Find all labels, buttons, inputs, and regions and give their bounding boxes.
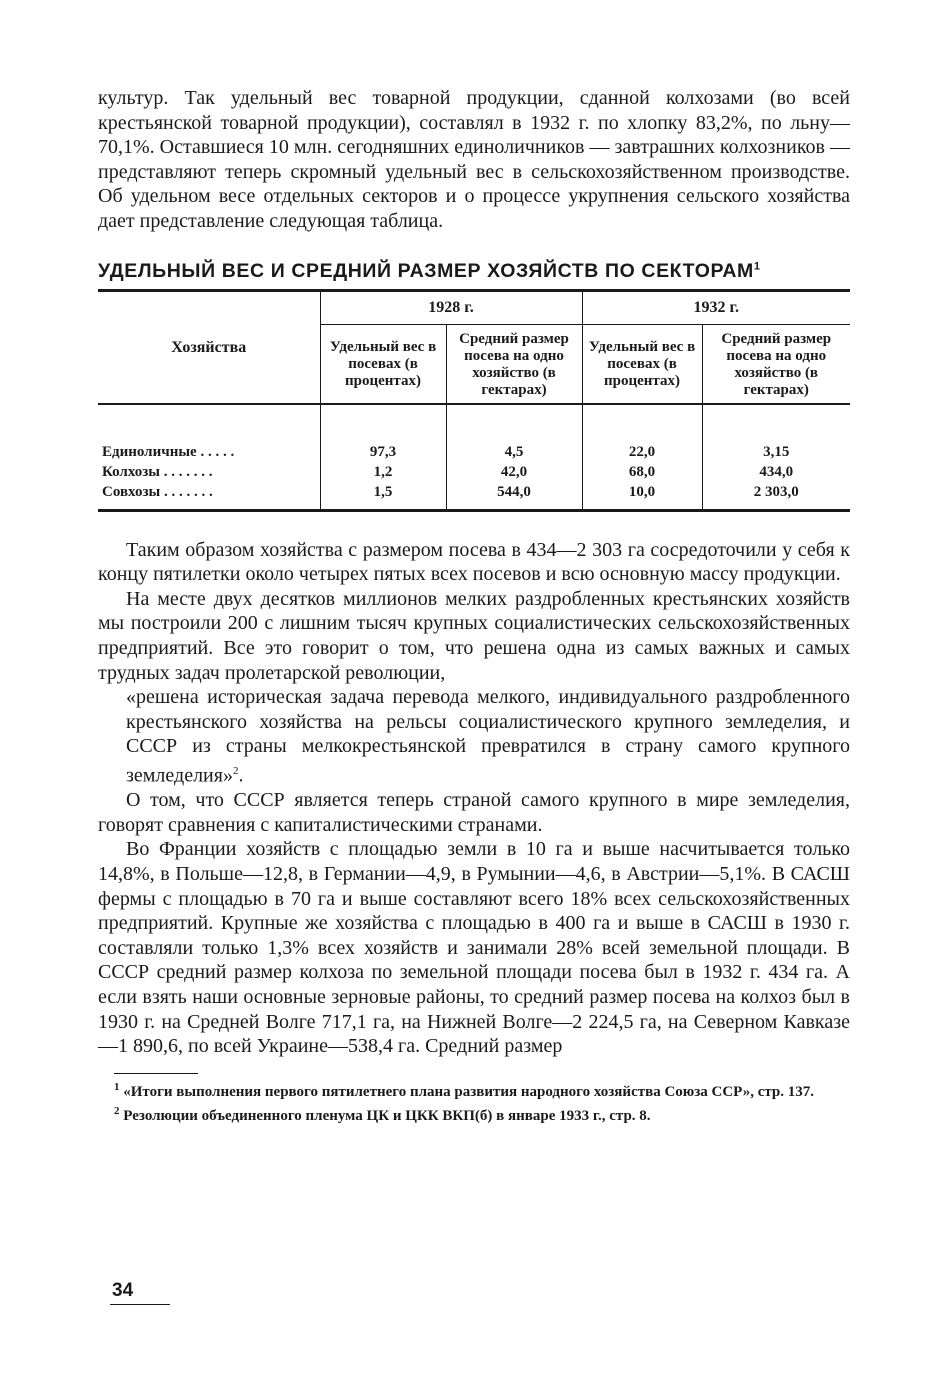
cell-share-1928: 1,2 xyxy=(320,463,446,483)
row-name: Единоличные . . . . . xyxy=(102,444,235,461)
cell-share-1932: 22,0 xyxy=(582,443,702,463)
header-size-1928: Средний размер посева на одно хозяйство (в гектарах) xyxy=(446,324,582,404)
cell-size-1928: 42,0 xyxy=(446,463,582,483)
table-row xyxy=(98,443,850,463)
header-share-1928: Удельный вес в посевах (в процентах) xyxy=(320,324,446,404)
footnote-2 xyxy=(98,1102,850,1126)
footnote-2-mark: 2 xyxy=(114,1104,120,1117)
header-farms: Хозяйства xyxy=(98,292,320,404)
quotation-text: «решена историческая задача перевода мелкого, индивидуального раздробленного крестьянского хозяйства на рельсы социалистического крупного земледелия, и СССР из страны мелкокрестьянской превратился в страну самого крупного земледелия» xyxy=(126,686,850,787)
header-year-1932: 1932 г. xyxy=(582,292,850,325)
book-page xyxy=(98,86,850,1126)
paragraph-3: На месте двух десятков миллионов мелких раздробленных крестьянских хозяйств мы построили 200 с лишним тысяч крупных социалистических сельскохозяйственных предприятий. Все это говорит о том, что решена одна из самых важных и самых трудных задач пролетарской революции, xyxy=(98,587,850,684)
table-row xyxy=(98,463,850,483)
table-title-text: УДЕЛЬНЫЙ ВЕС И СРЕДНИЙ РАЗМЕР ХОЗЯЙСТВ ПО СЕКТОРАМ xyxy=(98,259,754,282)
header-share-1932: Удельный вес в посевах (в процентах) xyxy=(582,324,702,404)
footnotes xyxy=(98,1073,850,1126)
footnote-1 xyxy=(98,1078,850,1102)
paragraph-5: Во Франции хозяйств с площадью земли в 10 га и выше насчитывается только 14,8%, в Польше—12,8, в Германии—4,9, в Румынии—4,6, в Австрии—5,1%. В САСШ фермы с площадью в 70 га и выше составляют всего 18% всех сельскохозяйственных предприятий. Крупные же хозяйства с площадью в 400 га и выше в САСШ в 1930 г. составляли только 1,3% всех хозяйств и занимали 28% всей земельной площади. В СССР средний размер колхоза по земельной площади посева был в 1932 г. 434 га. А если взять наши основные зерновые районы, то средний размер посева на колхоз был в 1930 г. на Средней Волге 717,1 га, на Нижней Волге—2 224,5 га, на Северном Кавказе—1 890,6, по всей Украине—538,4 га. Средний размер xyxy=(98,838,850,1058)
quotation: «решена историческая задача перевода мелкого, индивидуального раздробленного крестьянского хозяйства на рельсы социалистического крупного земледелия, и СССР из страны мелкокрестьянской превратился в страну самого крупного земледелия»$^2$. xyxy=(126,686,850,787)
cell-share-1928: 97,3 xyxy=(320,443,446,463)
page-number: 34 xyxy=(112,1280,134,1301)
header-size-1932: Средний размер посева на одно хозяйство (в гектарах) xyxy=(702,324,850,404)
page-number-underline xyxy=(110,1304,170,1305)
cell-size-1932: 434,0 xyxy=(702,463,850,483)
footnote-1-mark: 1 xyxy=(114,1080,120,1093)
quotation-footnote-mark: 2 xyxy=(232,764,239,777)
footnote-1-text: «Итоги выполнения первого пятилетнего плана развития народного хозяйства Союза ССР», стр. 137. xyxy=(123,1083,815,1100)
cell-share-1932: 10,0 xyxy=(582,483,702,503)
row-name: Колхозы . . . . . . . xyxy=(102,464,213,481)
paragraph-4: О том, что СССР является теперь страной самого крупного в мире земледелия, говорят сравнения с капиталистическими странами. xyxy=(98,789,850,836)
paragraph-1: культур. Так удельный вес товарной продукции, сданной колхозами (во всей крестьянской товарной продукции), составлял в 1932 г. по хлопку 83,2%, по льну—70,1%. Оставшиеся 10 млн. сегодняшних единоличников — завтрашних колхозников — представляют теперь скромный удельный вес в сельскохозяйственном производстве. Об удельном весе отдельных секторов и о процессе укрупнения сельского хозяйства дает представление следующая таблица. xyxy=(98,87,850,232)
footnote-2-text: Резолюции объединенного пленума ЦК и ЦКК ВКП(б) в январе 1933 г., стр. 8. xyxy=(123,1107,651,1124)
sector-table xyxy=(98,289,850,512)
header-year-1928: 1928 г. xyxy=(320,292,582,325)
cell-size-1928: 544,0 xyxy=(446,483,582,503)
paragraph-2: Таким образом хозяйства с размером посева в 434—2 303 га сосредоточили у себя к концу пятилетки около четырех пятых всех посевов и всю основную массу продукции. xyxy=(98,538,850,586)
cell-size-1932: 2 303,0 xyxy=(702,483,850,503)
row-name: Совхозы . . . . . . . xyxy=(102,484,213,501)
cell-size-1928: 4,5 xyxy=(446,443,582,463)
table-row xyxy=(98,483,850,503)
table-title xyxy=(98,260,850,283)
footnote-divider xyxy=(114,1073,198,1074)
cell-share-1932: 68,0 xyxy=(582,463,702,483)
cell-size-1932: 3,15 xyxy=(702,443,850,463)
table-title-footnote-mark: 1 xyxy=(753,260,761,273)
cell-share-1928: 1,5 xyxy=(320,483,446,503)
